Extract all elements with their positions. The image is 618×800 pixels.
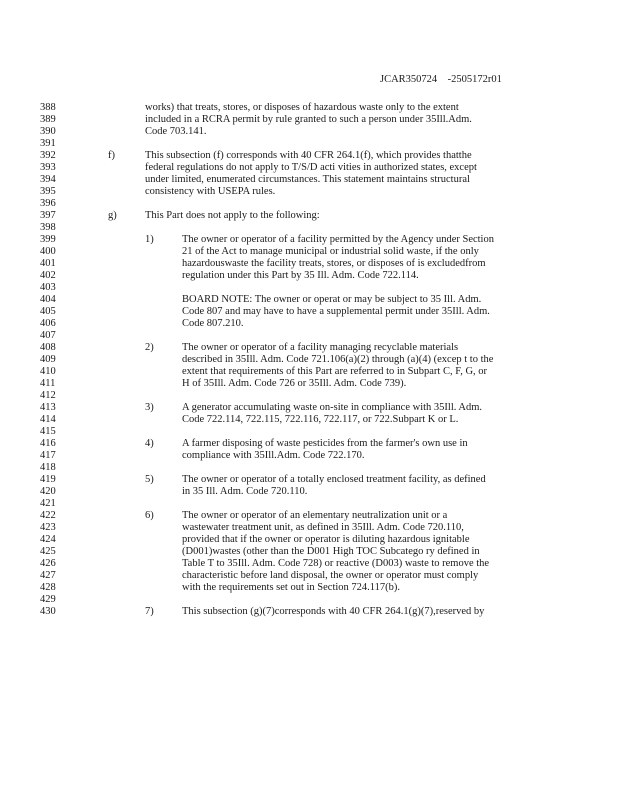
line-number: 394: [40, 174, 56, 185]
line-number: 414: [40, 414, 56, 425]
document-line: [0, 234, 618, 246]
line-text: A generator accumulating waste on-site in compliance with 35Ill. Adm.: [182, 402, 483, 413]
subsection-label: 2): [145, 342, 154, 353]
document-line: [0, 210, 618, 222]
line-text: The owner or operator of an elementary neutralization unit or a: [182, 510, 448, 521]
subsection-label: 6): [145, 510, 154, 521]
line-text: BOARD NOTE: The owner or operat or may be subject to 35 Ill. Adm.: [182, 294, 482, 305]
line-number: 412: [40, 390, 56, 401]
subsection-label: 7): [145, 606, 154, 617]
line-text: under limited, enumerated circumstances. This statement maintains structural: [145, 174, 470, 185]
document-line: [0, 102, 618, 114]
line-text: This subsection (f) corresponds with 40 CFR 264.1(f), which provides thatthe: [145, 150, 472, 161]
line-number: 413: [40, 402, 56, 413]
line-number: 389: [40, 114, 56, 125]
subsection-label: f): [108, 150, 115, 161]
line-number: 401: [40, 258, 56, 269]
document-line: [0, 438, 618, 450]
document-line: [0, 282, 618, 294]
document-line: [0, 378, 618, 390]
line-number: 430: [40, 606, 56, 617]
line-number: 428: [40, 582, 56, 593]
line-text: in 35 Ill. Adm. Code 720.110.: [182, 486, 308, 497]
line-number: 393: [40, 162, 56, 173]
line-text: hazardouswaste the facility treats, stores, or disposes of is excludedfrom: [182, 258, 486, 269]
document-line: [0, 498, 618, 510]
line-text: Code 722.114, 722.115, 722.116, 722.117, or 722.Subpart K or L.: [182, 414, 459, 425]
line-text: characteristic before land disposal, the owner or operator must comply: [182, 570, 479, 581]
line-text: works) that treats, stores, or disposes of hazardous waste only to the extent: [145, 102, 459, 113]
document-line: [0, 522, 618, 534]
line-number: 422: [40, 510, 56, 521]
line-number: 423: [40, 522, 56, 533]
document-line: [0, 126, 618, 138]
line-number: 425: [40, 546, 56, 557]
document-line: [0, 366, 618, 378]
line-number: 424: [40, 534, 56, 545]
document-line: [0, 354, 618, 366]
line-text: This subsection (g)(7)corresponds with 40 CFR 264.1(g)(7),reserved by: [182, 606, 485, 617]
line-number: 411: [40, 378, 56, 389]
document-line: [0, 390, 618, 402]
document-line: [0, 462, 618, 474]
document-line: [0, 582, 618, 594]
line-number: 403: [40, 282, 56, 293]
line-text: H of 35Ill. Adm. Code 726 or 35Ill. Adm. Code 739).: [182, 378, 407, 389]
document-line: [0, 174, 618, 186]
line-number: 402: [40, 270, 56, 281]
document-line: [0, 486, 618, 498]
document-line: [0, 570, 618, 582]
line-number: 429: [40, 594, 56, 605]
line-number: 404: [40, 294, 56, 305]
document-line: [0, 342, 618, 354]
subsection-label: g): [108, 210, 117, 221]
line-text: consistency with USEPA rules.: [145, 186, 276, 197]
document-line: [0, 318, 618, 330]
document-line: [0, 474, 618, 486]
document-line: [0, 270, 618, 282]
line-text: wastewater treatment unit, as defined in 35Ill. Adm. Code 720.110,: [182, 522, 464, 533]
line-text: The owner or operator of a facility permitted by the Agency under Section: [182, 234, 494, 245]
line-number: 396: [40, 198, 56, 209]
line-number: 388: [40, 102, 56, 113]
line-number: 417: [40, 450, 56, 461]
document-line: [0, 546, 618, 558]
line-number: 400: [40, 246, 56, 257]
line-text: Table T to 35Ill. Adm. Code 728) or reactive (D003) waste to remove the: [182, 558, 490, 569]
document-id-header: JCAR350724 -2505172r01: [380, 74, 502, 85]
line-text: (D001)wastes (other than the D001 High TOC Subcatego ry defined in: [182, 546, 480, 557]
document-line: [0, 330, 618, 342]
line-number: 409: [40, 354, 56, 365]
line-text: federal regulations do not apply to T/S/D acti vities in authorized states, except: [145, 162, 477, 173]
line-number: 398: [40, 222, 56, 233]
line-number: 420: [40, 486, 56, 497]
line-text: Code 703.141.: [145, 126, 207, 137]
line-text: A farmer disposing of waste pesticides from the farmer's own use in: [182, 438, 468, 449]
document-line: [0, 222, 618, 234]
document-line: [0, 114, 618, 126]
line-text: Code 807.210.: [182, 318, 244, 329]
document-line: [0, 402, 618, 414]
line-number: 416: [40, 438, 56, 449]
subsection-label: 1): [145, 234, 154, 245]
line-number: 407: [40, 330, 56, 341]
line-text: The owner or operator of a facility managing recyclable materials: [182, 342, 459, 353]
line-number: 392: [40, 150, 56, 161]
document-line: [0, 414, 618, 426]
document-line: [0, 138, 618, 150]
subsection-label: 5): [145, 474, 154, 485]
document-line: [0, 450, 618, 462]
document-body: [0, 102, 618, 618]
line-text: 21 of the Act to manage municipal or industrial solid waste, if the only: [182, 246, 479, 257]
document-line: [0, 594, 618, 606]
document-line: [0, 198, 618, 210]
line-number: 395: [40, 186, 56, 197]
document-line: [0, 294, 618, 306]
line-text: with the requirements set out in Section 724.117(b).: [182, 582, 401, 593]
line-text: compliance with 35Ill.Adm. Code 722.170.: [182, 450, 365, 461]
line-number: 427: [40, 570, 56, 581]
line-text: regulation under this Part by 35 Ill. Adm. Code 722.114.: [182, 270, 419, 281]
line-text: The owner or operator of a totally enclosed treatment facility, as defined: [182, 474, 486, 485]
subsection-label: 3): [145, 402, 154, 413]
line-number: 406: [40, 318, 56, 329]
line-number: 415: [40, 426, 56, 437]
document-line: [0, 510, 618, 522]
line-text: This Part does not apply to the following:: [145, 210, 320, 221]
document-line: [0, 258, 618, 270]
line-number: 408: [40, 342, 56, 353]
line-text: included in a RCRA permit by rule granted to such a person under 35Ill.Adm.: [145, 114, 472, 125]
document-line: [0, 306, 618, 318]
line-number: 421: [40, 498, 56, 509]
document-line: [0, 162, 618, 174]
document-line: [0, 606, 618, 618]
line-number: 390: [40, 126, 56, 137]
line-text: Code 807 and may have to have a supplemental permit under 35Ill. Adm.: [182, 306, 490, 317]
line-number: 419: [40, 474, 56, 485]
document-line: [0, 534, 618, 546]
document-line: [0, 558, 618, 570]
line-text: extent that requirements of this Part are referred to in Subpart C, F, G, or: [182, 366, 488, 377]
document-line: [0, 426, 618, 438]
line-number: 397: [40, 210, 56, 221]
line-number: 399: [40, 234, 56, 245]
line-number: 426: [40, 558, 56, 569]
line-number: 391: [40, 138, 56, 149]
document-line: [0, 246, 618, 258]
document-line: [0, 186, 618, 198]
line-text: described in 35Ill. Adm. Code 721.106(a)(2) through (a)(4) (excep t to the: [182, 354, 494, 365]
document-line: [0, 150, 618, 162]
subsection-label: 4): [145, 438, 154, 449]
line-number: 410: [40, 366, 56, 377]
line-number: 405: [40, 306, 56, 317]
line-number: 418: [40, 462, 56, 473]
line-text: provided that if the owner or operator is diluting hazardous ignitable: [182, 534, 470, 545]
